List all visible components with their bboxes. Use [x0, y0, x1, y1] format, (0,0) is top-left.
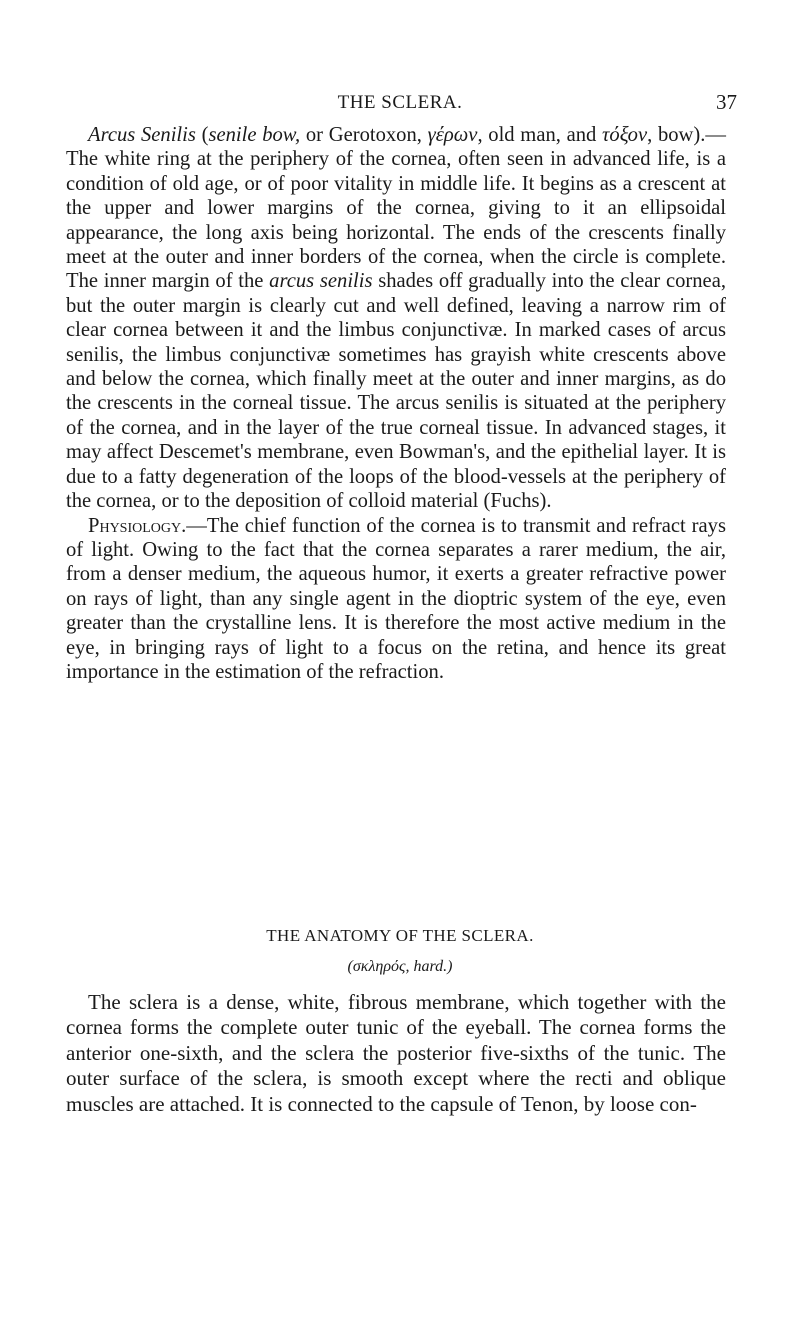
gloss-mid: or Gerotoxon, — [300, 124, 428, 146]
running-title: THE SCLERA. — [337, 92, 463, 113]
arcus-body-2: shades off gradually into the clear cornea, but the outer margin is clearly cut and well defined, leaving a narrow rim of clear cornea between it and the limbus conjunctivæ. In marked cases of arcus senilis, the limbus conjunctivæ sometimes has grayish white crescents above and below the cornea, which finally meet at the outer and inner margins, as do the crescents in the corneal tissue. The arcus senilis is situated at the periphery of the cornea, and in the layer of the true corneal tissue. In advanced stages, it may affect Descemet's membrane, even Bowman's, and the epithelial layer. It is due to a fatty degeneration of the loops of the blood-vessels at the periphery of the cornea, or to the deposition of colloid material (Fuchs). — [66, 270, 726, 513]
gloss-mid2: , old man, and — [477, 124, 603, 146]
gloss-open: ( — [195, 124, 209, 146]
gloss-term: senile bow, — [208, 124, 301, 146]
term-arcus-senilis-inline: arcus senilis — [269, 270, 373, 293]
body-text — [66, 123, 726, 684]
term-arcus-senilis: Arcus Senilis — [88, 124, 196, 146]
physiology-label: Physiology. — [88, 514, 187, 537]
greek-word-geron: γέρων — [427, 124, 478, 146]
body-text-sclera — [66, 990, 726, 1117]
section-heading: THE ANATOMY OF THE SCLERA. — [266, 926, 534, 945]
physiology-body: —The chief function of the cornea is to transmit and refract rays of light. Owing to the fact that the cornea separates a rarer medium, the air, from a denser medium, the aqueous humor, it exerts a greater refractive power on rays of light, than any single agent in the dioptric system of the eye, even greater than the crystalline lens. It is therefore the most active medium in the eye, in bringing rays of light to a focus on the retina, and hence its great importance in the estimation of the refraction. — [66, 514, 726, 683]
greek-word-toxon: τόξον — [602, 124, 648, 146]
page-number: 37 — [716, 90, 737, 114]
paragraph-physiology — [66, 514, 726, 685]
section-etymology: (σκληρός, hard.) — [347, 958, 453, 975]
paragraph-sclera: The sclera is a dense, white, fibrous membrane, which together with the cornea forms the complete outer tunic of the eyeball. The cornea forms the anterior one-sixth, and the sclera the posterior five-sixths of the tunic. The outer surface of the sclera, is smooth except where the recti and oblique muscles are attached. It is connected to the capsule of Tenon, by loose con- — [66, 990, 726, 1116]
arcus-body: , bow).—The white ring at the periphery of the cornea, often seen in advanced life, is a condition of old age, or of poor vitality in middle life. It begins as a crescent at the upper and lower margins of the cornea, giving to it an ellipsoidal appearance, the long axis being horizontal. The ends of the crescents finally meet at the outer and inner borders of the cornea, when the circle is complete. The inner margin of the — [66, 124, 727, 293]
paragraph-arcus-senilis — [66, 123, 726, 514]
